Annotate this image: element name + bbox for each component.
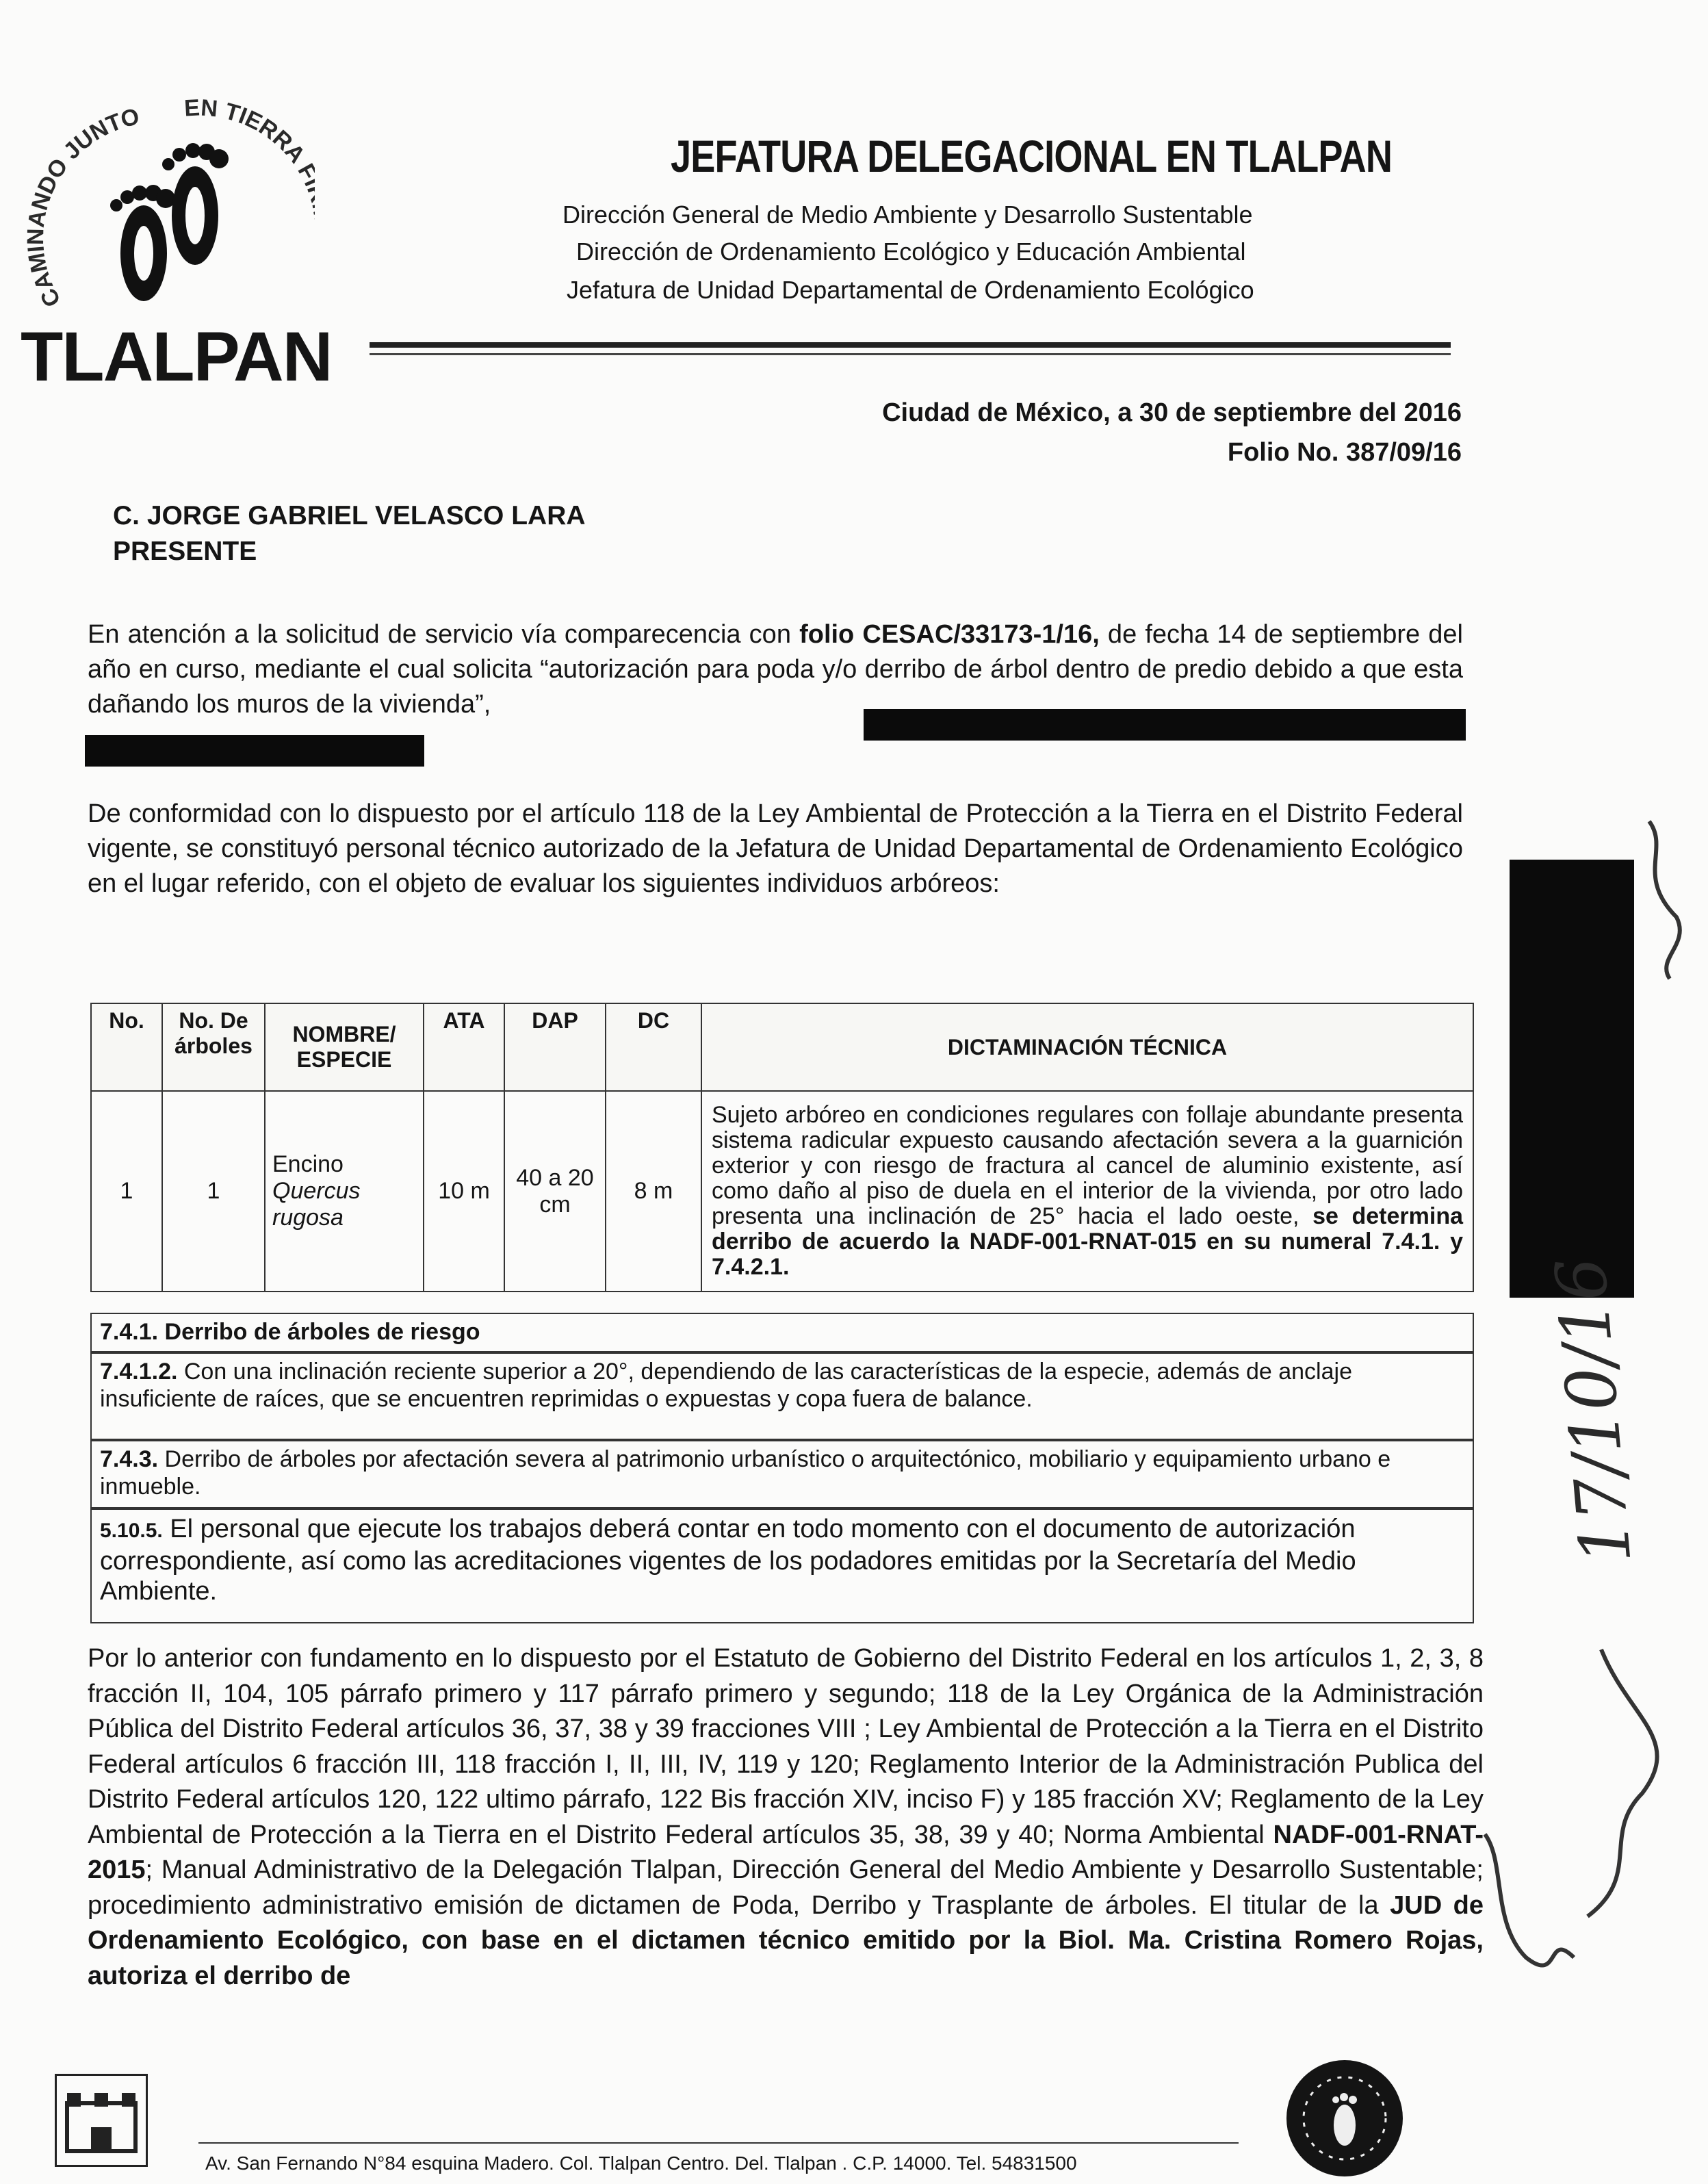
footprint-seal-icon: [1286, 2060, 1403, 2176]
crest-icon: [55, 2074, 148, 2167]
paragraph-inspection: De conformidad con lo dispuesto por el artículo 118 de la Ley Ambiental de Protección a la Tierra en el Distrito Federal vigente, se constituyó personal técnico autorizado de la Jefatura de Unidad Departamental de Ordenamiento Ecológico en el lugar referido, con el objeto de evaluar los siguientes individuos arbóreos:: [88, 799, 1463, 898]
para1-text-end: de fecha 14 de septiembre del año en curso, mediante el cual solicita “autorización para poda y/o derribo de árbol dentro de predio debido a que esta dañando los muros de la vivienda”,: [88, 620, 1463, 719]
header-rule-thin: [370, 353, 1451, 355]
common-name: Encino: [272, 1151, 344, 1177]
addressee-name: C. JORGE GABRIEL VELASCO LARA: [113, 501, 586, 530]
addressee-present: PRESENTE: [113, 537, 257, 566]
footer-rule: [198, 2142, 1239, 2144]
col-header: No. De árboles: [162, 1003, 265, 1091]
redaction-bar: [864, 709, 1466, 741]
note-7-4-3: [90, 1440, 1474, 1508]
note-7-4-1-2: [90, 1352, 1474, 1440]
handwritten-date: 17/10/16: [1540, 1254, 1647, 1567]
para1-text: En atención a la solicitud de servicio vía comparecencia con: [88, 620, 800, 649]
header-line-1: Dirección General de Medio Ambiente y Desarrollo Sustentable: [562, 201, 1253, 229]
header-rule: [370, 342, 1451, 348]
folio-cesac: folio CESAC/33173-1/16,: [799, 620, 1100, 649]
legal-text-cont: ; Manual Administrativo de la Delegación Tlalpan, Dirección General del Medio Ambiente y Desarrollo Sustentable; procedimiento administrativo emisión de dictamen de Poda, Derribo y Trasplante de árboles. El titular de la: [88, 1855, 1484, 1920]
cell-dc: 8 m: [606, 1091, 701, 1292]
norma-code: NADF-001-RNAT-2015: [88, 1820, 1484, 1884]
paragraph-request: [88, 617, 1463, 722]
note-code: 5.10.5.: [100, 1519, 163, 1542]
cell-dictamen: [701, 1091, 1473, 1292]
header-line-3: Jefatura de Unidad Departamental de Ordenamiento Ecológico: [567, 276, 1254, 304]
logo-ring-text-left: CAMINANDO JUNTO: [23, 103, 142, 311]
dictamen-text: Sujeto arbóreo en condiciones regulares con follaje abundante presenta sistema radicular expuesto causando afectación severa a la guarnición exterior y con riesgo de fractura al cancel de aluminio existente, así como daño al piso de duela en el interior de la vivienda, por otro lado presenta una inclinación de 25° hacia el lado oeste,: [712, 1102, 1463, 1229]
footprints-logo-icon: [14, 96, 315, 329]
col-header: No.: [91, 1003, 162, 1091]
col-header: NOMBRE/ ESPECIE: [265, 1003, 424, 1091]
table-row: [91, 1091, 1473, 1292]
cell-especie: [265, 1091, 424, 1292]
note-code: 7.4.3.: [100, 1446, 159, 1472]
paragraph-legal-basis: [88, 1641, 1484, 1994]
cell-dap: 40 a 20 cm: [504, 1091, 606, 1292]
note-7-4-1: 7.4.1. Derribo de árboles de riesgo: [90, 1313, 1474, 1352]
header-line-2: Dirección de Ordenamiento Ecológico y Educación Ambiental: [576, 237, 1246, 266]
folio-number: Folio No. 387/09/16: [1227, 438, 1462, 467]
note-text: El personal que ejecute los trabajos deberá contar en todo momento con el documento de autorización correspondiente, así como las acreditaciones vigentes de los podadores emitidas por la Secretaría del Medio Ambiente.: [100, 1515, 1356, 1606]
col-header: DAP: [504, 1003, 606, 1091]
col-header: ATA: [424, 1003, 504, 1091]
cell-ata: 10 m: [424, 1091, 504, 1292]
col-header: DICTAMINACIÓN TÉCNICA: [701, 1003, 1473, 1091]
handwritten-signature-icon: [1464, 794, 1697, 1992]
note-text: Derribo de árboles por afectación severa al patrimonio urbanístico o arquitectónico, mobiliario y equipamiento urbano e inmueble.: [100, 1446, 1391, 1500]
authorization-text: JUD de Ordenamiento Ecológico, con base en el dictamen técnico emitido por la Biol. Ma. Cristina Romero Rojas, autoriza el derribo de: [88, 1890, 1484, 1990]
table-header-row: [91, 1003, 1473, 1091]
cell-no: 1: [91, 1091, 162, 1292]
note-5-10-5: [90, 1508, 1474, 1623]
logo-ring-text-right: EN TIERRA: [183, 96, 310, 168]
logo-name: TLALPAN: [21, 318, 332, 396]
place-date: Ciudad de México, a 30 de septiembre del 2016: [882, 398, 1462, 427]
scientific-name: Quercus rugosa: [272, 1178, 361, 1231]
dictamen-determination: se determina derribo de acuerdo la NADF-001-RNAT-015 en su numeral 7.4.1. y 7.4.2.1.: [712, 1203, 1463, 1280]
redaction-bar: [85, 735, 424, 767]
header-title: JEFATURA DELEGACIONAL EN TLALPAN: [671, 131, 1393, 181]
legal-text: Por lo anterior con fundamento en lo dispuesto por el Estatuto de Gobierno del Distrito Federal en los artículos 1, 2, 3, 8 fracción II, 104, 105 párrafo primero y 117 párrafo primero y segundo; 118 de la Ley Orgánica de la Administración Pública del Distrito Federal artículos 36, 37, 38 y 39 fracciones VIII ; Ley Ambiental de Protección a la Tierra en el Distrito Federal artículos 6 fracción III, 118 fracción I, II, III, IV, 119 y 120; Reglamento Interior de la Administración Publica del Distrito Federal artículos 120, 122 ultimo párrafo, 122 Bis fracción XIV, inciso F) y 185 fracción XV; Reglamento de la Ley Ambiental de Protección a la Tierra en el Distrito Federal artículos 35, 38, 39 y 40; Norma Ambiental: [88, 1644, 1484, 1849]
col-header: DC: [606, 1003, 701, 1091]
note-code: 7.4.1.2.: [100, 1359, 178, 1385]
tree-evaluation-table: [90, 1003, 1474, 1292]
footer-address: Av. San Fernando N°84 esquina Madero. Col. Tlalpan Centro. Del. Tlalpan . C.P. 14000. Tel. 54831500: [205, 2153, 1077, 2174]
svg-text:CAMINANDO JUNTOS: [14, 96, 142, 311]
note-text: Con una inclinación reciente superior a 20°, dependiendo de las características de la especie, además de anclaje insuficiente de raíces, que se encuentren reprimidas o expuestas y copa fuera de balance.: [100, 1359, 1352, 1412]
cell-arboles: 1: [162, 1091, 265, 1292]
